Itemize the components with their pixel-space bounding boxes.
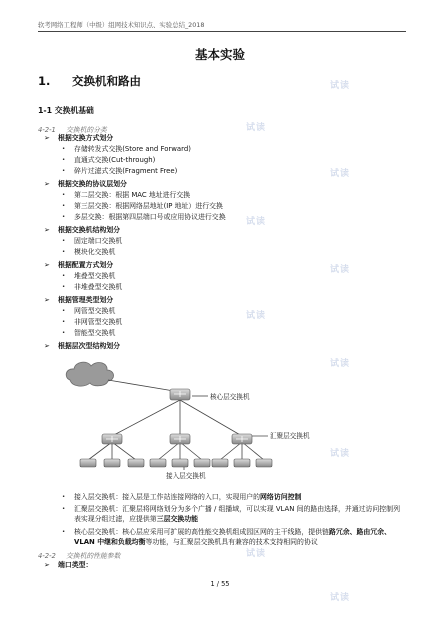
list-item — [62, 283, 122, 292]
bullet-icon: • — [62, 238, 66, 244]
topic-number: 4-2-2 — [38, 552, 56, 560]
list-item — [62, 237, 122, 246]
list-item-text: 网管型交换机 — [74, 307, 116, 315]
bullet-icon: • — [62, 192, 66, 198]
list-item — [62, 329, 115, 338]
bold-term: 路由冗余 — [356, 528, 385, 536]
access-switch-icon — [194, 459, 210, 467]
list-item — [62, 307, 115, 316]
watermark: 试读 — [330, 81, 351, 91]
access-layer-label: 接入层交换机 — [166, 472, 206, 480]
page-number: 1 / 55 — [210, 580, 230, 588]
watermark: 试读 — [330, 593, 351, 603]
distribution-switch-icon — [232, 434, 252, 444]
list-item — [62, 191, 190, 200]
access-switch-icon — [172, 459, 188, 467]
section-number: 1. — [38, 74, 51, 88]
bullet-icon: • — [62, 529, 66, 535]
section-title: 交换机和路由 — [72, 74, 141, 88]
group-heading-structure — [44, 226, 120, 235]
access-switch-icon — [150, 459, 166, 467]
bullet-icon: • — [62, 273, 66, 279]
paragraph-core-layer — [62, 527, 406, 547]
list-item-text: 多层交换：根据第四层端口号或应用协议进行交换 — [74, 213, 226, 221]
access-switch-group — [80, 459, 272, 467]
arrow-bullet-icon: ➢ — [44, 226, 50, 234]
list-item — [62, 318, 122, 327]
list-item — [62, 167, 177, 176]
paragraph-text: 核心层交换机：核心层应采用可扩展的高性能交换机组成园区网的主干线路，提供链 — [74, 528, 329, 536]
bullet-icon: • — [62, 249, 66, 255]
distribution-switch-icon — [102, 434, 122, 444]
access-switch-icon — [234, 459, 250, 467]
bold-term: 网络访问控制 — [260, 493, 302, 501]
bullet-icon: • — [62, 284, 66, 290]
bold-term: 三层交换功能 — [156, 515, 199, 524]
watermark: 试读 — [330, 169, 351, 179]
internet-cloud-icon — [66, 362, 113, 386]
paragraph-text: 过访问控制列表实现分组过滤，应提供第 — [74, 505, 400, 524]
hierarchical-network-diagram — [62, 356, 362, 486]
bullet-icon: • — [62, 330, 66, 336]
group-title: 根据配置方式划分 — [58, 261, 114, 269]
header-rule — [38, 31, 406, 32]
group-heading-hierarchy — [44, 342, 120, 351]
arrow-bullet-icon: ➢ — [44, 180, 50, 188]
topic-number: 4-2-1 — [38, 126, 56, 134]
bullet-icon: • — [62, 308, 66, 314]
list-item — [62, 145, 191, 154]
list-item-text: 模块化交换机 — [74, 248, 116, 256]
topic-heading-classification — [38, 124, 107, 134]
group-title: 根据管理类型划分 — [58, 296, 114, 304]
running-header: 软考网络工程师（中级）组网技术知识点、实验总结_2018 — [38, 21, 205, 29]
watermark: 试读 — [246, 311, 267, 321]
list-item-text: 碎片过滤式交换(Fragment Free) — [74, 167, 178, 175]
watermark: 试读 — [330, 265, 351, 275]
bold-term: 路冗余、 — [328, 528, 357, 536]
group-heading-switching-mode — [44, 134, 113, 143]
group-heading-config — [44, 261, 113, 270]
watermark: 试读 — [330, 449, 351, 459]
subsection-heading: 1-1 交换机基础 — [38, 106, 94, 115]
paragraph-text: 等功能，与汇聚层交换机具有兼容的技术支持相同的协议 — [145, 538, 318, 547]
distribution-switch-icon — [170, 434, 190, 444]
group-title: 端口类型： — [58, 561, 93, 569]
access-switch-icon — [104, 459, 120, 467]
bullet-icon: • — [62, 214, 66, 220]
list-item-text: 堆叠型交换机 — [74, 272, 116, 280]
list-item-text: 智能型交换机 — [74, 329, 116, 337]
arrow-bullet-icon: ➢ — [44, 134, 50, 142]
group-heading-management — [44, 296, 113, 305]
group-title: 根据交换机结构划分 — [58, 226, 121, 234]
watermark: 试读 — [246, 549, 267, 559]
group-heading-port-type — [44, 561, 92, 570]
list-item-text: 第二层交换：根据 MAC 地址进行交换 — [74, 191, 191, 199]
paragraph-distribution-layer — [62, 504, 406, 524]
bullet-icon: • — [62, 494, 66, 500]
topic-title: 交换机的分类 — [66, 126, 107, 134]
watermark: 试读 — [246, 217, 267, 227]
group-heading-protocol-layer — [44, 180, 127, 189]
group-title: 根据层次型结构划分 — [58, 342, 121, 350]
bullet-icon: • — [62, 319, 66, 325]
watermark: 试读 — [246, 123, 267, 133]
group-title: 根据交换方式划分 — [58, 134, 114, 142]
paragraph-text: 汇聚层交换机：汇聚层将网络划分为多个广播 / 组播域，可以实现 VLAN 间的路由选择，并通 — [74, 505, 359, 513]
list-item-text: 非网管型交换机 — [74, 318, 123, 326]
topic-heading-performance — [38, 550, 120, 560]
list-item — [62, 213, 226, 222]
arrow-bullet-icon: ➢ — [44, 561, 50, 569]
access-switch-icon — [128, 459, 144, 467]
bold-term: 、VLAN 中继和负载均衡 — [74, 528, 391, 547]
list-item — [62, 272, 115, 281]
bullet-icon: • — [62, 203, 66, 209]
bullet-icon: • — [62, 168, 66, 174]
list-item-text: 非堆叠型交换机 — [74, 283, 123, 291]
list-item — [62, 248, 115, 257]
list-item — [62, 202, 223, 211]
access-switch-icon — [256, 459, 272, 467]
bullet-icon: • — [62, 157, 66, 163]
section-heading — [38, 73, 141, 89]
bullet-icon: • — [62, 146, 66, 152]
arrow-bullet-icon: ➢ — [44, 342, 50, 350]
topic-title: 交换机的性能参数 — [66, 552, 121, 560]
arrow-bullet-icon: ➢ — [44, 261, 50, 269]
list-item — [62, 156, 155, 165]
core-switch-icon — [170, 389, 190, 400]
list-item-text: 第三层交换：根据网络层地址(IP 地址）进行交换 — [74, 202, 223, 210]
paragraph-text: 接入层交换机：接入层是工作站连接网络的入口，实现用户的 — [74, 493, 261, 501]
distribution-layer-label: 汇聚层交换机 — [270, 432, 310, 440]
core-layer-label: 核心层交换机 — [210, 393, 250, 401]
access-switch-icon — [80, 459, 96, 467]
paragraph-access-layer — [62, 492, 406, 502]
list-item-text: 直通式交换(Cut-through) — [74, 156, 156, 164]
access-switch-icon — [212, 459, 228, 467]
list-item-text: 固定端口交换机 — [74, 237, 123, 245]
watermark: 试读 — [330, 359, 351, 369]
page-title: 基本实验 — [194, 47, 245, 62]
bullet-icon: • — [62, 506, 66, 512]
list-item-text: 存储转发式交换(Store and Forward) — [74, 145, 191, 153]
group-title: 根据交换的协议层划分 — [58, 180, 127, 188]
arrow-bullet-icon: ➢ — [44, 296, 50, 304]
